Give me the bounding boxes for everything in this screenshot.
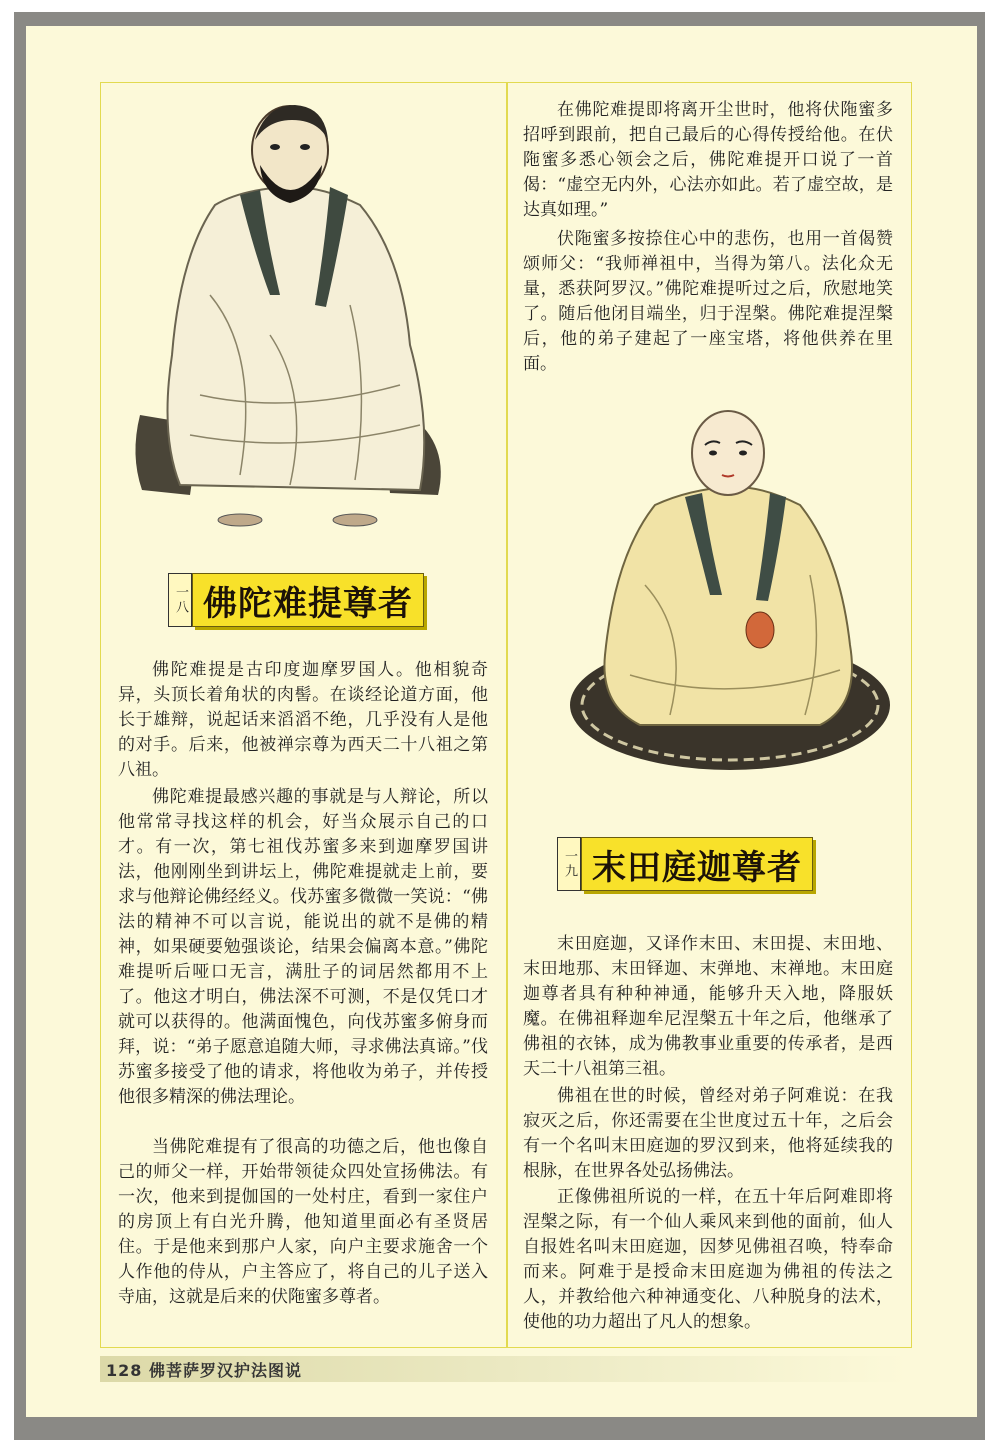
section18-title: 佛陀难提尊者 <box>192 573 424 627</box>
madhyantika-illustration <box>560 405 900 805</box>
footer-text: 128 佛菩萨罗汉护法图说 <box>106 1360 302 1380</box>
section19-paragraph-3: 正像佛祖所说的一样，在五十年后阿难即将涅槃之际，有一个仙人乘风来到他的面前，仙人自报姓名叫末田庭迦，因梦见佛祖召唤，特奉命而来。阿难于是授命末田庭迦为佛祖的传法之人，并教给他六种神通变化、八种脱身的法术，使他的功力超出了凡人的想象。 <box>523 1187 893 1332</box>
section19-title-box <box>557 837 813 891</box>
section19-paragraph-2: 佛祖在世的时候，曾经对弟子阿难说：在我寂灭之后，你还需要在尘世度过五十年，之后会有一个名叫末田庭迦的罗汉到来，他将延续我的根脉，在世界各处弘扬佛法。 <box>523 1086 893 1181</box>
section19-paragraph-1: 末田庭迦，又译作末田、末田提、末田地、末田地那、末田铎迦、末弹地、末禅地。末田庭迦尊者具有种种神通，能够升天入地，降服妖魔。在佛祖释迦牟尼涅槃五十年之后，他继承了佛祖的衣钵，成为佛教事业重要的传承者，是西天二十八祖第三祖。 <box>523 934 893 1079</box>
buddha-nandi-illustration <box>120 95 480 545</box>
section19-title: 末田庭迦尊者 <box>581 837 813 891</box>
section18-paragraph-1: 佛陀难提是古印度迦摩罗国人。他相貌奇异，头顶长着角状的肉髻。在谈经论道方面，他长于雄辩，说起话来滔滔不绝，几乎没有人是他的对手。后来，他被禅宗尊为西天二十八祖之第八祖。 <box>118 660 488 780</box>
section18-number: 一八 <box>168 573 192 627</box>
section18-paragraph-3: 当佛陀难提有了很高的功德之后，他也像自己的师父一样，开始带领徒众四处宣扬佛法。有一次，他来到提伽国的一处村庄，看到一家住户的房顶上有白光升腾，他知道里面必有圣贤居住。于是他来到那户人家，向户主要求施舍一个人作他的侍从，户主答应了，将自己的儿子送入寺庙，这就是后来的伏陁蜜多尊者。 <box>118 1137 488 1307</box>
page-footer <box>100 1356 908 1382</box>
section18-continuation-1: 在佛陀难提即将离开尘世时，他将伏陁蜜多招呼到跟前，把自己最后的心得传授给他。在伏陁蜜多悉心领会之后，佛陀难提开口说了一首偈：“虚空无内外，心法亦如此。若了虚空故，是达真如理。” <box>523 100 893 220</box>
section19-number: 一九 <box>557 837 581 891</box>
section18-continuation-2: 伏陁蜜多按捺住心中的悲伤，也用一首偈赞颂师父：“我师禅祖中，当得为第八。法化众无量，悉获阿罗汉。”佛陀难提听过之后，欣慰地笑了。随后他闭目端坐，归于涅槃。佛陀难提涅槃后，他的弟子建起了一座宝塔，将他供养在里面。 <box>523 229 893 374</box>
section18-paragraph-2: 佛陀难提最感兴趣的事就是与人辩论，所以他常常寻找这样的机会，好当众展示自己的口才。有一次，第七祖伐苏蜜多来到迦摩罗国讲法，他刚刚坐到讲坛上，佛陀难提就走上前，要求与他辩论佛经经义。伐苏蜜多微微一笑说：“佛法的精神不可以言说，能说出的就不是佛的精神，如果硬要勉强谈论，结果会偏离本意。”佛陀难提听后哑口无言，满肚子的词居然都用不上了。他这才明白，佛法深不可测，不是仅凭口才就可以获得的。他满面愧色，向伐苏蜜多俯身而拜，说：“弟子愿意追随大师，寻求佛法真谛。”伐苏蜜多接受了他的请求，将他收为弟子，并传授他很多精深的佛法理论。 <box>118 787 488 1107</box>
section18-title-box <box>168 573 424 627</box>
